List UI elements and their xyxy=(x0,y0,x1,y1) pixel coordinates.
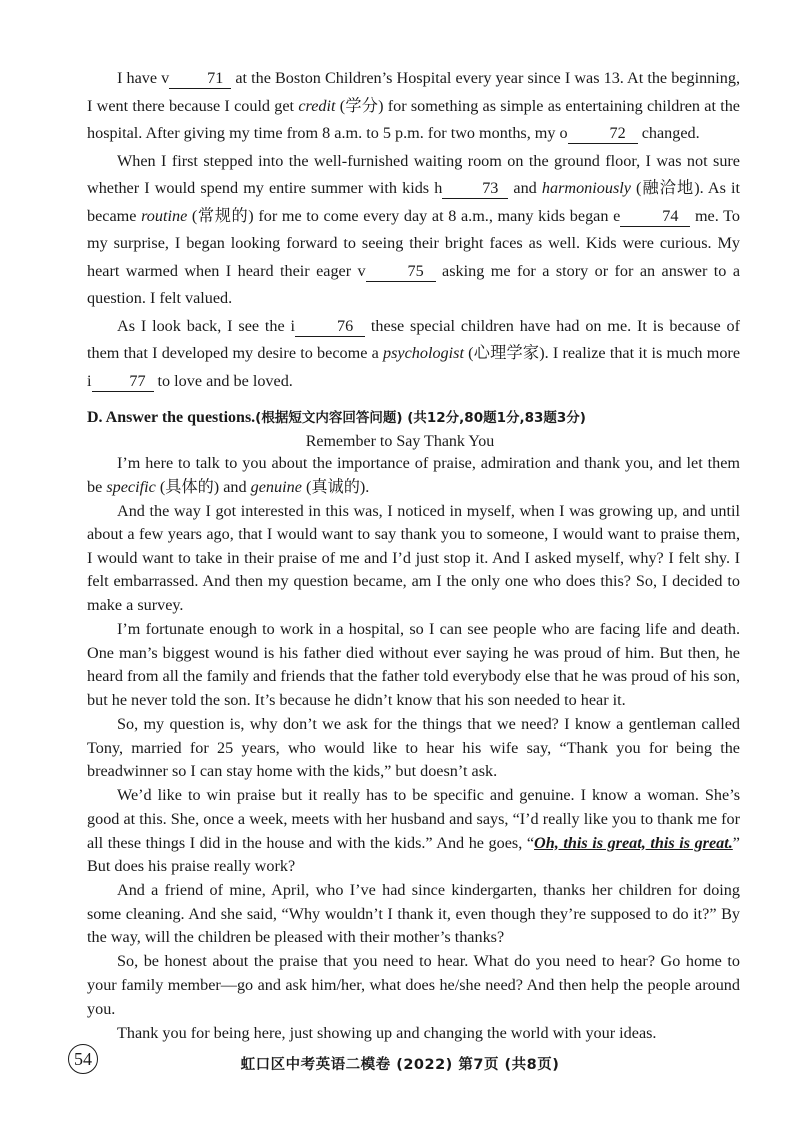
text-run: We’d like to win praise but it really has to be specific and genuine. I know a woman. She’s good at this. She, once a week, meets with her husband and says, “I’d really like you to thank me for all these things I did in the house and with the kids.” And he goes, “ xyxy=(87,786,740,852)
passage-title: Remember to Say Thank You xyxy=(305,433,495,450)
section-instructions: (根据短文内容回答问题) (共12分,80题1分,83题3分) xyxy=(255,410,586,426)
passage-paragraph-1 xyxy=(87,452,740,499)
text-run: (融洽地). As it became xyxy=(87,179,740,225)
blank-77[interactable]: 77 xyxy=(92,371,154,392)
italic-term: genuine xyxy=(250,477,302,496)
text-run: changed. xyxy=(637,124,700,142)
text-run: (心理学家). I realize that it is much more i xyxy=(87,344,740,390)
text-run: I have v xyxy=(117,69,170,87)
passage-paragraph-3: I’m fortunate enough to work in a hospital, so I can see people who are facing life and death. One man’s biggest wound is his father died without ever saying he was proud of him. But then, he heard from all the family and friends that the father told everybody else that he was proud of his son, but he never told the son. It’s because he didn’t know that his son needed to hear it. xyxy=(87,620,740,709)
italic-term: specific xyxy=(106,477,156,496)
text-run: to love and be loved. xyxy=(153,371,293,390)
italic-term: psychologist xyxy=(383,344,464,362)
text-run: ” But does his praise really work? xyxy=(87,833,740,876)
blank-75[interactable]: 75 xyxy=(366,261,436,282)
passage-paragraph-4: So, my question is, why don’t we ask for the things that we need? I know a gentleman called Tony, married for 25 years, who would like to hear his wife say, “Thank you for being the breadwinner so I can stay home with the kids,” but doesn’t ask. xyxy=(87,715,740,781)
passage-paragraph-2: And the way I got interested in this was, I noticed in myself, when I was growing up, and until about a few years ago, that I would want to say thank you to someone, I would want to praise them, I would want to take in their praise of me and I’d just stop it. And I asked myself, why? I felt shy. I felt embarrassed. And then my question became, am I the only one who does this? So, I decided to make a survey. xyxy=(87,501,740,615)
cloze-section xyxy=(87,65,740,395)
text-run: (具体的) and xyxy=(155,477,251,496)
text-run: asking me for a story or for an answer to a question. I felt valued. xyxy=(87,261,741,307)
blank-71[interactable]: 71 xyxy=(169,68,231,89)
blank-76[interactable]: 76 xyxy=(295,316,365,337)
cloze-paragraph-1 xyxy=(87,65,740,148)
cloze-paragraph-3 xyxy=(87,313,740,396)
cloze-paragraph-2 xyxy=(87,148,740,313)
section-heading: D. Answer the questions. xyxy=(87,409,256,426)
blank-74[interactable]: 74 xyxy=(620,206,690,227)
passage-paragraph-6: And a friend of mine, April, who I’ve had since kindergarten, thanks her children for doing some cleaning. And she said, “Why wouldn’t I thank it, even though they’re supposed to do it?” By the way, will the children be pleased with their mother’s thanks? xyxy=(87,881,740,947)
page-number-circle: 54 xyxy=(68,1044,98,1074)
text-run: and xyxy=(508,179,542,197)
text-run: (真诚的). xyxy=(301,477,370,496)
blank-73[interactable]: 73 xyxy=(442,178,508,199)
passage-paragraph-7: So, be honest about the praise that you need to hear. What do you need to hear? Go home to your family member—go and ask him/her, what does he/she need? And then help the people around you. xyxy=(87,952,740,1018)
text-run: at the Boston Children’s Hospital every year since I was 13. At the beginning, I went there because I could get xyxy=(87,69,740,115)
italic-term: routine xyxy=(141,206,188,225)
passage-paragraph-5 xyxy=(87,784,740,878)
text-run: When I first stepped into the well-furnished waiting room on the ground floor, I was not sure whether I would spend my entire summer with kids h xyxy=(87,151,740,197)
italic-term: credit xyxy=(298,96,336,115)
reading-passage xyxy=(87,452,740,1046)
text-run: (常规的) for me to come every day at 8 a.m., many kids began e xyxy=(187,206,621,225)
text-run: these special children have had on me. It is because of them that I developed my desire to become a xyxy=(87,316,740,362)
text-run: me. To my surprise, I began looking forward to seeing their bright faces as well. Kids were curious. My heart warmed when I heard their eager v xyxy=(87,206,741,280)
blank-72[interactable]: 72 xyxy=(568,123,638,144)
text-run: (学分) for something as simple as entertaining children at the hospital. After giving my time from 8 a.m. to 5 p.m. for two months, my o xyxy=(87,96,740,142)
italic-term: harmoniously xyxy=(541,179,631,197)
text-run: I’m here to talk to you about the importance of praise, admiration and thank you, and let them be xyxy=(87,454,740,496)
text-run: As I look back, I see the i xyxy=(117,316,296,335)
underlined-quote: Oh, this is great, this is great. xyxy=(534,833,733,852)
page-footer: 虹口区中考英语二模卷 (2022) 第7页 (共8页) xyxy=(240,1057,560,1073)
passage-paragraph-8: Thank you for being here, just showing up and changing the world with your ideas. xyxy=(117,1023,657,1042)
